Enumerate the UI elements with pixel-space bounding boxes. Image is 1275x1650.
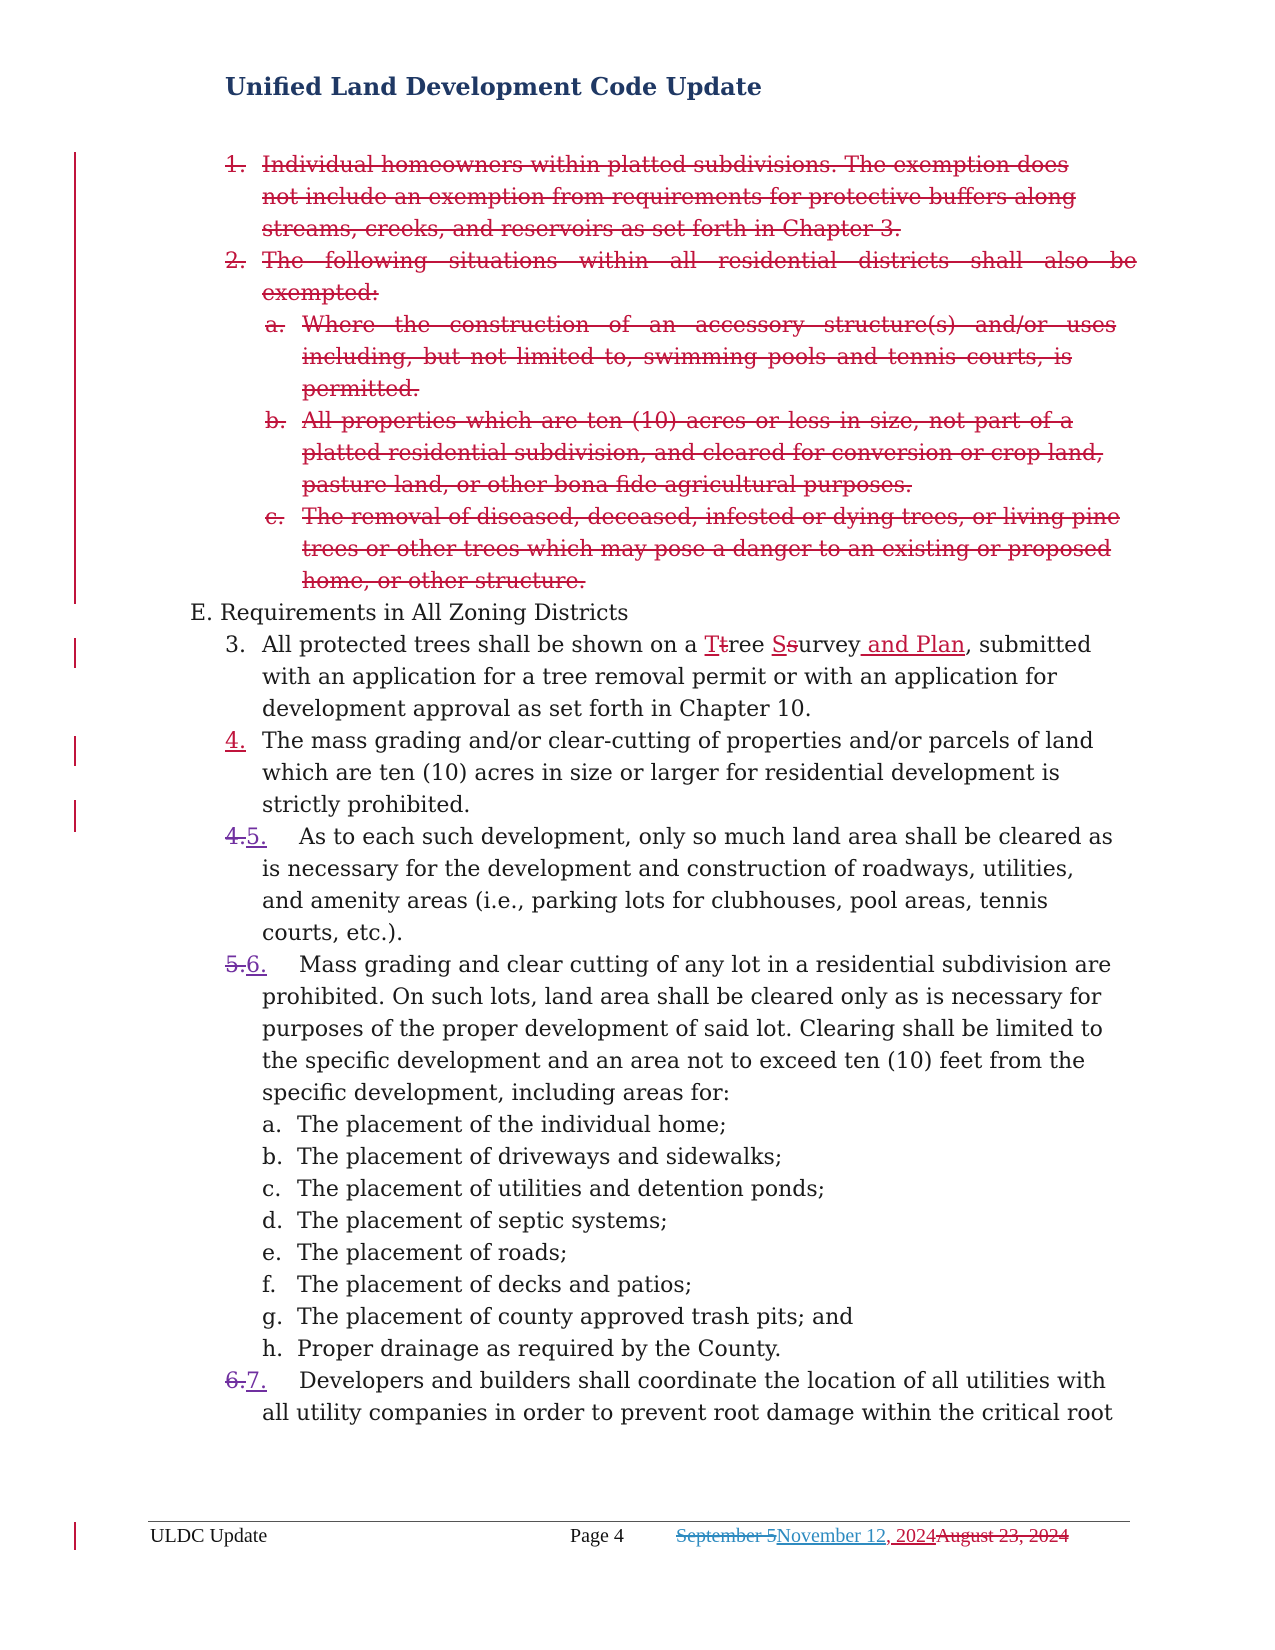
change-bar — [74, 800, 76, 832]
item-5-line-4: courts, etc.). — [262, 921, 404, 946]
list-item: The placement of utilities and detention ponds; — [297, 1177, 826, 1202]
renumbered-list-number: 5.6. — [225, 953, 267, 978]
inserted-list-number: 4. — [225, 729, 246, 754]
list-letter: h. — [262, 1337, 284, 1362]
page-header-title: Unified Land Development Code Update — [225, 72, 763, 101]
footer-doc-name: ULDC Update — [150, 1525, 268, 1547]
section-heading: E. Requirements in All Zoning Districts — [190, 601, 629, 626]
deleted-text-line: not include an exemption from requirements for protective buffers along — [262, 185, 1076, 210]
deleted-text-line: permitted. — [302, 377, 420, 402]
list-item: The placement of septic systems; — [297, 1209, 668, 1234]
list-item: The placement of roads; — [297, 1241, 568, 1266]
deleted-text-line: home, or other structure. — [302, 569, 586, 594]
list-item: The placement of the individual home; — [297, 1113, 727, 1138]
list-item: Proper drainage as required by the County. — [297, 1337, 782, 1362]
item-6-line-3: purposes of the proper development of said lot. Clearing shall be limited to — [262, 1017, 1103, 1042]
renumbered-list-number: 4.5. — [225, 825, 267, 850]
item-4-line-2: which are ten (10) acres in size or larger for residential development is — [262, 761, 1060, 786]
list-letter: e. — [262, 1241, 283, 1266]
deleted-text-line: exempted: — [262, 281, 379, 306]
item-4-line-3: strictly prohibited. — [262, 793, 471, 818]
list-number: 2. — [225, 249, 246, 274]
item-6-line-2: prohibited. On such lots, land area shall be cleared only as is necessary for — [262, 985, 1102, 1010]
list-letter: f. — [262, 1273, 277, 1298]
list-item: The placement of decks and patios; — [297, 1273, 693, 1298]
deleted-text-line: platted residential subdivision, and cleared for conversion or crop land, — [302, 441, 1104, 466]
deleted-text-line: All properties which are ten (10) acres or less in size, not part of a — [302, 409, 1073, 434]
list-letter: a. — [265, 313, 286, 338]
list-letter: c. — [262, 1177, 282, 1202]
change-bar — [74, 152, 76, 604]
deleted-text-line: The removal of diseased, deceased, infested or dying trees, or living pine — [302, 505, 1120, 530]
deleted-text-line: Where the construction of an accessory structure(s) and/or uses — [302, 313, 1117, 338]
footer-divider — [148, 1521, 1130, 1522]
item-7-line-2: all utility companies in order to prevent root damage within the critical root — [262, 1401, 1113, 1426]
item-6-line-4: the specific development and an area not to exceed ten (10) feet from the — [262, 1049, 1086, 1074]
list-letter: b. — [262, 1145, 284, 1170]
deleted-text-line: Individual homeowners within platted subdivisions. The exemption does — [262, 153, 1069, 178]
item-6-line-5: specific development, including areas for: — [262, 1081, 730, 1106]
list-number: 1. — [225, 153, 246, 178]
item-3-line-2: with an application for a tree removal permit or with an application for — [262, 665, 1058, 690]
item-3-line-1: All protected trees shall be shown on a Ttree Ssurvey and Plan, submitted — [262, 633, 1092, 658]
item-6-line-1: Mass grading and clear cutting of any lot in a residential subdivision are — [299, 953, 1112, 978]
change-bar — [74, 1522, 76, 1550]
list-letter: c. — [265, 505, 285, 530]
list-item: The placement of county approved trash pits; and — [297, 1305, 854, 1330]
item-5-line-1: As to each such development, only so much land area shall be cleared as — [299, 825, 1113, 850]
renumbered-list-number: 6.7. — [225, 1369, 267, 1394]
item-5-line-2: is necessary for the development and construction of roadways, utilities, — [262, 857, 1075, 882]
list-item: The placement of driveways and sidewalks; — [297, 1145, 783, 1170]
deleted-text-line: including, but not limited to, swimming pools and tennis courts, is — [302, 345, 1073, 370]
list-letter: d. — [262, 1209, 284, 1234]
deleted-text-line: streams, creeks, and reservoirs as set forth in Chapter 3. — [262, 217, 901, 242]
item-5-line-3: and amenity areas (i.e., parking lots for clubhouses, pool areas, tennis — [262, 889, 1049, 914]
item-4-line-1: The mass grading and/or clear-cutting of properties and/or parcels of land — [262, 729, 1094, 754]
list-number: 3. — [225, 633, 246, 658]
deleted-text-line: The following situations within all residential districts shall also be — [262, 249, 1137, 274]
item-3-line-3: development approval as set forth in Chapter 10. — [262, 697, 812, 722]
list-letter: b. — [265, 409, 287, 434]
item-7-line-1: Developers and builders shall coordinate the location of all utilities with — [299, 1369, 1106, 1394]
footer-page-number: Page 4 — [570, 1525, 624, 1547]
deleted-text-line: pasture land, or other bona fide agricultural purposes. — [302, 473, 912, 498]
change-bar — [74, 736, 76, 766]
list-letter: a. — [262, 1113, 283, 1138]
change-bar — [74, 638, 76, 668]
list-letter: g. — [262, 1305, 284, 1330]
deleted-text-line: trees or other trees which may pose a danger to an existing or proposed — [302, 537, 1112, 562]
footer-revision-date: September 5November 12, 2024August 23, 2024 — [676, 1525, 1069, 1547]
